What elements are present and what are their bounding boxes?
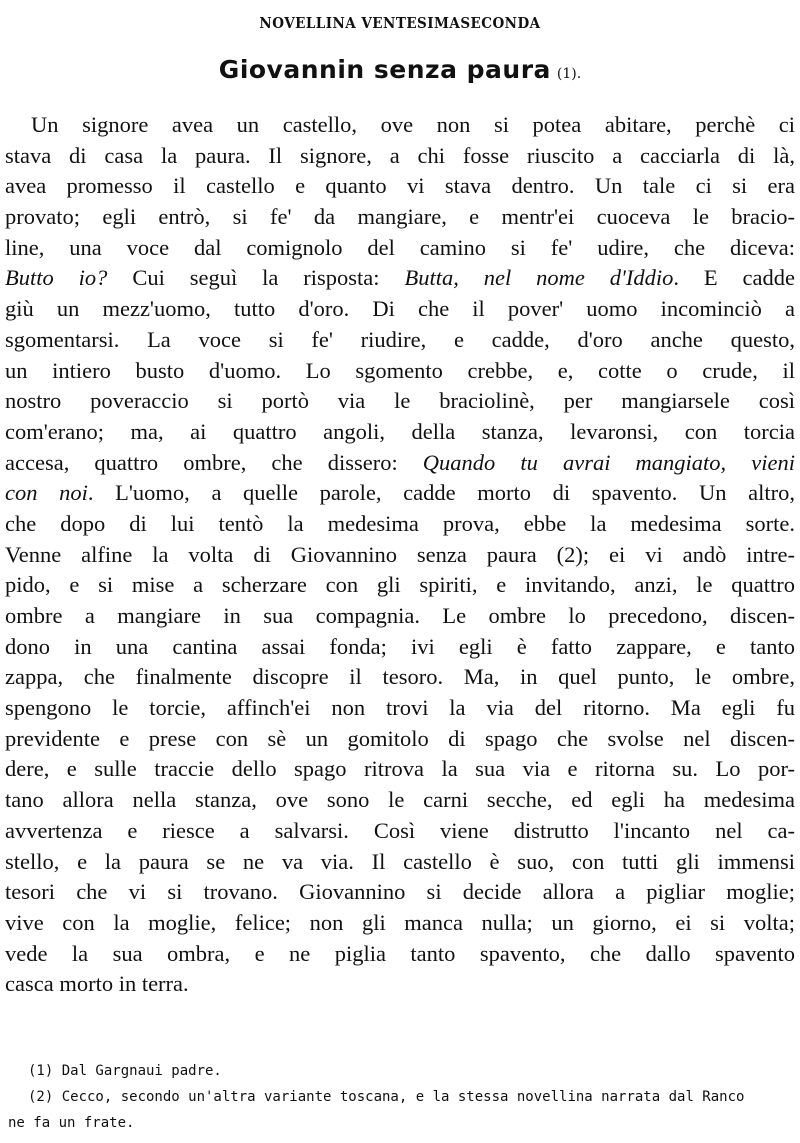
text-run: ombre a mangiare in sua compagnia. Le ombre lo precedono, discen- — [5, 603, 795, 628]
italic-phrase: Butto io? — [5, 265, 108, 291]
text-run: . L'uomo, a quelle parole, cadde morto di spavento. Un altro, — [87, 480, 795, 506]
text-line — [5, 662, 795, 693]
text-line — [5, 509, 795, 540]
text-run: che dopo di lui tentò la medesima prova, ebbe la medesima sorte. — [5, 510, 795, 536]
text-line — [5, 141, 795, 172]
text-run: tesori che vi si trovano. Giovannino si decide allora a pigliar moglie; — [5, 879, 795, 905]
text-line — [5, 785, 795, 816]
text-line — [5, 816, 795, 847]
text-line — [5, 110, 795, 141]
text-run: giù un mezz'uomo, tutto d'oro. Di che il pover' uomo incominciò a — [5, 296, 795, 322]
text-line — [5, 754, 795, 785]
text-run: provato; egli entrò, si fe' da mangiare, e mentr'ei cuoceva le bracio- — [5, 204, 795, 230]
footnote-1: (1) Dal Gargnaui padre. — [28, 1063, 222, 1079]
text-run: un intiero busto d'uomo. Lo sgomento crebbe, e, cotte o crude, il — [5, 357, 795, 383]
text-line — [5, 448, 795, 479]
text-run: Venne alfine la volta di Giovannino senza paura (2); ei vi andò intre- — [5, 541, 795, 567]
story-title: Giovannin senza paura — [218, 55, 551, 84]
text-run: stava di casa la paura. Il signore, a chi fosse riuscito a cacciarla di là, — [5, 142, 795, 168]
text-run: Cui seguì la risposta: — [107, 265, 405, 291]
text-line — [5, 632, 795, 663]
text-line — [5, 478, 795, 509]
title-footnote-marker: (1). — [556, 66, 582, 82]
text-run: avea promesso il castello e quanto vi stava dentro. Un tale ci si era — [5, 173, 795, 199]
text-line — [5, 356, 795, 387]
text-run: tano allora nella stanza, ove sono le carni secche, ed egli ha medesima — [5, 787, 795, 813]
text-run: vede la sua ombra, e ne piglia tanto spavento, che dallo spavento — [5, 940, 795, 966]
footnotes — [0, 1058, 800, 1136]
text-run: pido, e si mise a scherzare con gli spiriti, e invitando, anzi, le quattro — [5, 572, 795, 598]
text-line — [5, 417, 795, 448]
text-line — [5, 601, 795, 632]
footnote-2: (2) Cecco, secondo un'altra variante toscana, e la stessa novellina narrata dal Ranco — [28, 1089, 745, 1105]
italic-phrase: con noi — [5, 480, 88, 506]
text-line — [5, 939, 795, 970]
text-run: spengono le torcie, affinch'ei non trovi la via del ritorno. Ma egli fu — [5, 695, 795, 721]
text-line — [5, 386, 795, 417]
italic-phrase: Butta, nel nome d'Iddio — [404, 265, 674, 291]
text-line — [5, 847, 795, 878]
text-line — [5, 540, 795, 571]
running-header: NOVELLINA VENTESIMASECONDA — [259, 14, 541, 32]
text-line — [5, 171, 795, 202]
text-line — [5, 908, 795, 939]
text-run: dono in una cantina assai fonda; ivi egli è fatto zappare, e tanto — [5, 633, 795, 659]
text-run: accesa, quattro ombre, che dissero: — [5, 449, 423, 475]
text-line — [5, 724, 795, 755]
text-run: sgomentarsi. La voce si fe' riudire, e cadde, d'oro anche questo, — [5, 326, 795, 352]
story-text — [5, 110, 795, 1000]
text-line — [5, 877, 795, 908]
text-run: casca morto in terra. — [5, 971, 189, 997]
text-run: com'erano; ma, ai quattro angoli, della stanza, levaronsi, con torcia — [5, 418, 795, 444]
text-line — [5, 325, 795, 356]
text-line — [5, 233, 795, 264]
text-run: vive con la moglie, felice; non gli manca nulla; un giorno, ei si volta; — [5, 909, 795, 935]
text-run: previdente e prese con sè un gomitolo di spago che svolse nel discen- — [5, 725, 795, 751]
text-line — [5, 294, 795, 325]
italic-phrase: Quando tu avrai mangiato, vieni — [422, 449, 795, 475]
text-run: Un signore avea un castello, ove non si potea abitare, perchè ci — [31, 112, 795, 137]
text-line — [5, 693, 795, 724]
text-line — [5, 263, 795, 294]
text-line — [5, 969, 795, 1000]
text-run: stello, e la paura se ne va via. Il castello è suo, con tutti gli immensi — [5, 848, 795, 874]
text-run: avvertenza e riesce a salvarsi. Così viene distrutto l'incanto nel ca- — [5, 817, 795, 843]
text-line — [5, 570, 795, 601]
text-line — [5, 202, 795, 233]
text-run: zappa, che finalmente discopre il tesoro. Ma, in quel punto, le ombre, — [5, 664, 795, 690]
footnote-2-continuation: ne fa un frate. — [8, 1115, 135, 1131]
text-run: . E cadde — [673, 265, 795, 291]
text-run: dere, e sulle traccie dello spago ritrova la sua via e ritorna su. Lo por- — [5, 756, 795, 782]
text-run: line, una voce dal comignolo del camino si fe' udire, che diceva: — [5, 234, 795, 260]
story-heading — [0, 55, 800, 84]
text-run: nostro poveraccio si portò via le braciolinè, per mangiarsele così — [5, 388, 795, 414]
